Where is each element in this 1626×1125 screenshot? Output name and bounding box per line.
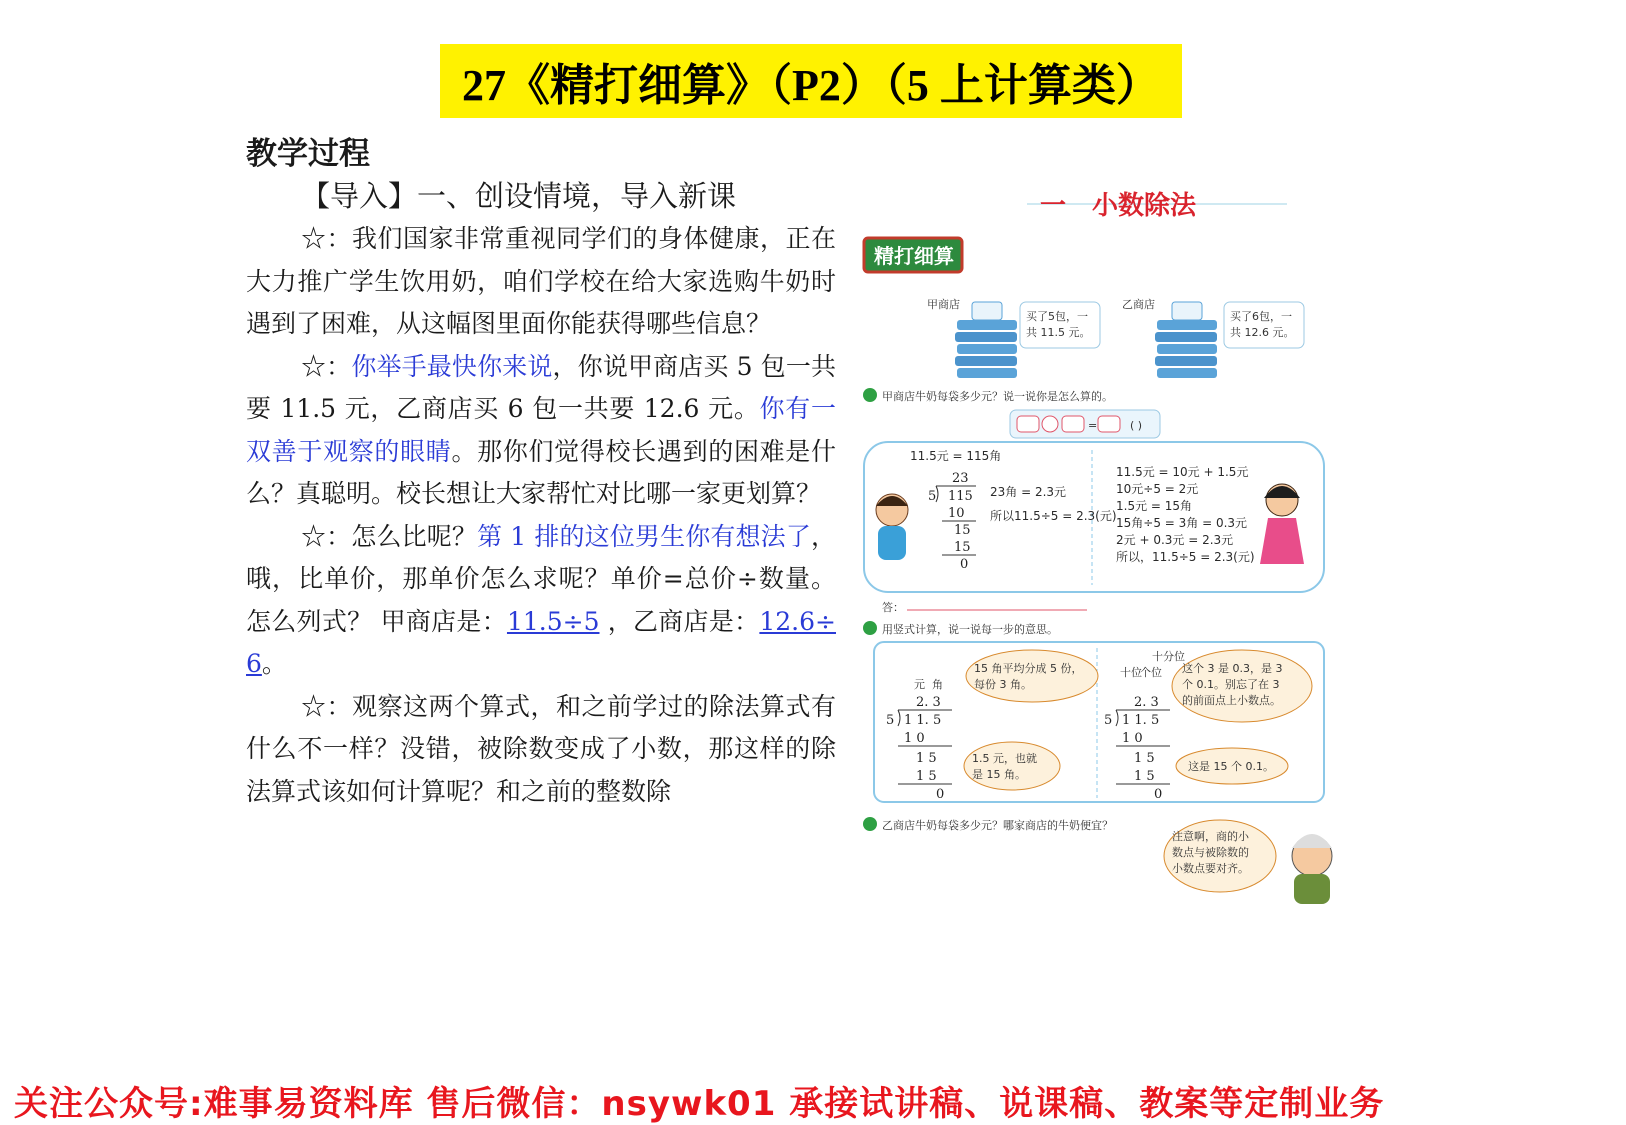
shop-a-bubble bbox=[1020, 302, 1100, 348]
shop-a-label: 甲商店 bbox=[927, 298, 960, 311]
right-work-line: 11.5元 = 10元 + 1.5元 bbox=[1116, 465, 1249, 479]
bubble-1-line: 每份 3 角。 bbox=[974, 678, 1032, 691]
paragraph-3 bbox=[246, 516, 836, 686]
teacher-praise: 你有一双善于观察的眼睛 bbox=[246, 394, 836, 466]
shop-b-bubble-line: 买了6包，一 bbox=[1230, 310, 1292, 323]
text-span: ☆：怎么比呢？ bbox=[301, 521, 478, 551]
svg-text:2. 3: 2. 3 bbox=[1134, 695, 1159, 710]
svg-text:1 1. 5: 1 1. 5 bbox=[904, 713, 942, 728]
text-span: 。那你们觉得校长遇到的困难是什么？真聪明。校长想让大家帮忙对比哪一家更划算？ bbox=[246, 436, 836, 508]
svg-text:( ): ( ) bbox=[1130, 419, 1143, 432]
svg-text:1 5: 1 5 bbox=[1134, 769, 1155, 784]
subheading: 【导入】一、创设情境，导入新课 bbox=[301, 179, 737, 213]
text-span: ，乙商店是： bbox=[599, 606, 760, 636]
left-work-line: 11.5元 = 115角 bbox=[910, 449, 1002, 463]
bullet-icon bbox=[863, 817, 877, 831]
text-span: ，你说甲商店买 5 包一共要 11.5 元，乙商店买 6 包一共要 12.6 元。 bbox=[246, 351, 836, 423]
svg-text:115: 115 bbox=[948, 489, 973, 504]
bubble-4: 这是 15 个 0.1。 bbox=[1188, 760, 1274, 773]
right-work-line: 2元 + 0.3元 = 2.3元 bbox=[1116, 533, 1234, 547]
right-work-line: 所以，11.5÷5 = 2.3(元) bbox=[1116, 550, 1255, 564]
svg-text:1 0: 1 0 bbox=[904, 731, 925, 746]
question-1: 甲商店牛奶每袋多少元？说一说你是怎么算的。 bbox=[882, 390, 1113, 403]
paragraph-2 bbox=[246, 346, 836, 516]
teacher-praise: 你举手最快你来说 bbox=[351, 351, 553, 381]
bubble-3-line: 的前面点上小数点。 bbox=[1182, 694, 1281, 707]
text-span: ☆： bbox=[301, 351, 352, 381]
shop-a-bubble-line: 买了5包，一 bbox=[1026, 310, 1088, 323]
equation-blanks bbox=[1010, 410, 1160, 438]
svg-text:23: 23 bbox=[952, 471, 969, 486]
svg-text:0: 0 bbox=[1154, 787, 1163, 802]
svg-text:2. 3: 2. 3 bbox=[916, 695, 941, 710]
lesson-text bbox=[246, 174, 836, 813]
question-3: 乙商店牛奶每袋多少元？哪家商店的牛奶便宜？ bbox=[882, 819, 1113, 832]
svg-text:5: 5 bbox=[886, 713, 895, 728]
svg-text:10: 10 bbox=[948, 506, 965, 521]
bubble-3-line: 这个 3 是 0.3，是 3 bbox=[1182, 662, 1283, 675]
lesson-tag: 精打细算 bbox=[874, 244, 954, 268]
svg-text:=: = bbox=[1088, 419, 1098, 432]
svg-text:1 1. 5: 1 1. 5 bbox=[1122, 713, 1160, 728]
shop-b-bubble bbox=[1224, 302, 1304, 348]
svg-text:0: 0 bbox=[960, 557, 969, 572]
textbook-figure bbox=[852, 180, 1352, 920]
right-work-line: 1.5元 = 15角 bbox=[1116, 499, 1193, 513]
svg-text:0: 0 bbox=[936, 787, 945, 802]
right-work-line: 15角÷5 = 3角 = 0.3元 bbox=[1116, 516, 1248, 530]
bullet-icon bbox=[863, 621, 877, 635]
shop-b-label: 乙商店 bbox=[1122, 298, 1155, 311]
paragraph-4: ☆：观察这两个算式，和之前学过的除法算式有什么不一样？没错，被除数变成了小数，那这样的除法算式该如何计算呢？和之前的整数除 bbox=[246, 691, 836, 806]
textbook-page bbox=[852, 180, 1352, 920]
text-span: ，哦，比单价，那单价怎么求呢？单价=总价÷数量。怎么列式？ 甲商店是： bbox=[246, 521, 836, 636]
col-jiao: 角 bbox=[932, 678, 943, 691]
section-heading: 教学过程 bbox=[246, 136, 370, 172]
svg-text:15: 15 bbox=[954, 523, 971, 538]
teacher-icon bbox=[1292, 834, 1332, 904]
tip-line: 数点与被除数的 bbox=[1172, 846, 1249, 859]
page-title: 27《精打细算》（P2）（5 上计算类） bbox=[440, 44, 1182, 118]
question-2: 用竖式计算，说一说每一步的意思。 bbox=[882, 623, 1058, 636]
col-tenth: 十分位 bbox=[1152, 650, 1185, 663]
svg-text:5: 5 bbox=[928, 489, 937, 504]
thought-bubble bbox=[966, 650, 1098, 702]
formula-b: 12.6÷6 bbox=[246, 606, 836, 678]
svg-text:5: 5 bbox=[1104, 713, 1113, 728]
bubble-2-line: 是 15 角。 bbox=[972, 768, 1026, 781]
footer-watermark: 关注公众号:难事易资料库 售后微信：nsywk01 承接试讲稿、说课稿、教案等定制业务 bbox=[14, 1084, 1385, 1124]
bubble-2-line: 1.5 元，也就 bbox=[972, 752, 1037, 765]
shop-a-bubble-line: 共 11.5 元。 bbox=[1026, 326, 1091, 339]
text-span: 。 bbox=[261, 649, 287, 678]
col-ten: 十位 bbox=[1120, 666, 1142, 679]
svg-text:1 5: 1 5 bbox=[916, 751, 937, 766]
formula-a: 11.5÷5 bbox=[506, 606, 600, 636]
col-one: 个位 bbox=[1140, 666, 1162, 679]
milk-stack-icon bbox=[1155, 302, 1217, 378]
bubble-3-line: 个 0.1。别忘了在 3 bbox=[1182, 678, 1280, 691]
unit-title: 一 小数除法 bbox=[1040, 191, 1197, 221]
bubble-1-line: 15 角平均分成 5 份， bbox=[974, 662, 1083, 675]
left-work-line: 所以11.5÷5 = 2.3(元) bbox=[990, 509, 1117, 523]
teacher-praise: 第 1 排的这位男生你有想法了 bbox=[477, 521, 811, 551]
svg-text:1 5: 1 5 bbox=[1134, 751, 1155, 766]
paragraph-1: ☆：我们国家非常重视同学们的身体健康，正在大力推广学生饮用奶，咱们学校在给大家选购牛奶时遇到了困难，从这幅图里面你能获得哪些信息？ bbox=[246, 224, 836, 338]
col-yuan: 元 bbox=[914, 678, 925, 691]
right-work-line: 10元÷5 = 2元 bbox=[1116, 482, 1199, 496]
svg-text:15: 15 bbox=[954, 540, 971, 555]
tip-line: 注意啊，商的小 bbox=[1172, 830, 1249, 843]
svg-text:1 0: 1 0 bbox=[1122, 731, 1143, 746]
milk-stack-icon bbox=[955, 302, 1017, 378]
left-work-line: 23角 = 2.3元 bbox=[990, 485, 1067, 499]
bullet-icon bbox=[863, 388, 877, 402]
thought-bubble bbox=[964, 742, 1060, 790]
svg-text:1 5: 1 5 bbox=[916, 769, 937, 784]
tip-line: 小数点要对齐。 bbox=[1172, 862, 1249, 875]
shop-b-bubble-line: 共 12.6 元。 bbox=[1230, 326, 1295, 339]
answer-label: 答： bbox=[882, 601, 904, 614]
